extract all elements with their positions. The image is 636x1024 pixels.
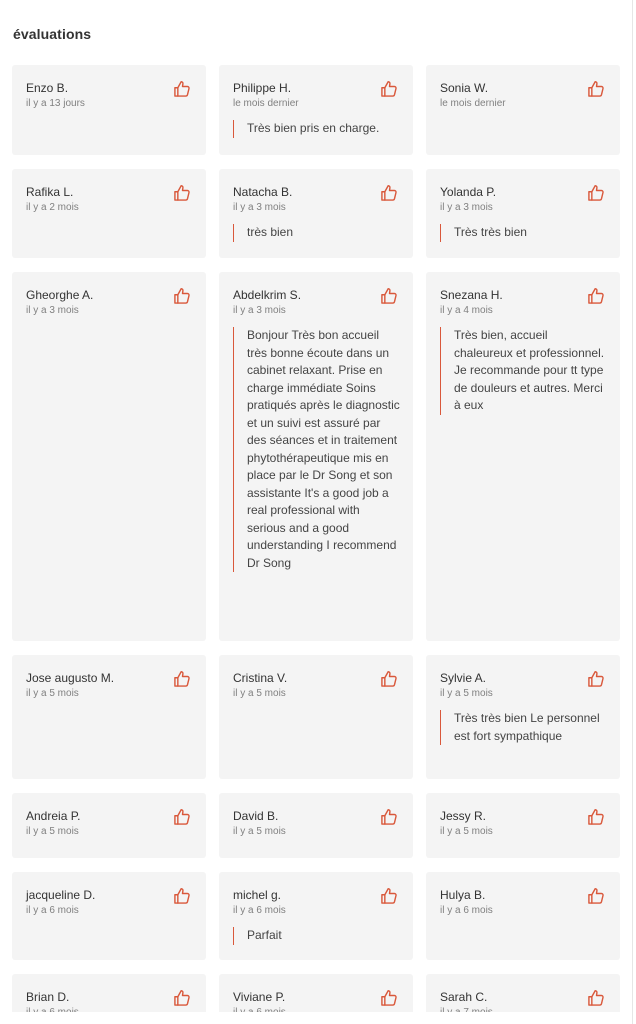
review-card [12,655,206,779]
reviewer-name: Viviane P. [233,990,286,1004]
review-date: il y a 6 mois [233,905,286,916]
thumbs-up-icon [379,183,399,203]
review-date: il y a 5 mois [233,688,286,699]
review-card [12,272,206,641]
review-date: le mois dernier [233,98,299,109]
thumbs-up-icon [379,988,399,1008]
reviewer-name: Hulya B. [440,888,486,902]
review-card [12,872,206,960]
thumbs-up-icon [172,286,192,306]
reviewer-name: David B. [233,809,279,823]
review-card [219,65,413,155]
thumbs-up-icon [172,183,192,203]
review-date: il y a 2 mois [26,202,79,213]
section-title: évaluations [13,26,92,42]
review-date: il y a 13 jours [26,98,85,109]
reviewer-name: Enzo B. [26,81,69,95]
review-date: il y a 5 mois [233,826,286,837]
reviewer-name: Jessy R. [440,809,487,823]
reviewer-name: Snezana H. [440,288,503,302]
review-card [12,169,206,258]
review-date: il y a 5 mois [26,688,79,699]
review-comment: Très bien pris en charge. [233,120,400,138]
review-card [426,272,620,641]
reviewer-name: Andreia P. [26,809,81,823]
thumbs-up-icon [172,988,192,1008]
review-date: il y a 5 mois [440,826,493,837]
thumbs-up-icon [379,807,399,827]
review-card [12,793,206,858]
review-card [426,655,620,779]
reviewer-name: jacqueline D. [26,888,96,902]
review-date: il y a 3 mois [26,305,79,316]
review-card [426,793,620,858]
reviewer-name: Brian D. [26,990,70,1004]
review-date: il y a 6 mois [26,905,79,916]
review-card [12,65,206,155]
review-comment: Bonjour Très bon accueil très bonne écoute dans un cabinet relaxant. Prise en charge immédiate Soins pratiqués après le diagnostic et un suivi est assuré par des séances et in traitement phytothérapeutique mis en place par le Dr Song et son assistante It's a good job a real professional with serious and a good understanding I recommend Dr Song [233,327,400,572]
review-comment: Très bien, accueil chaleureux et professionnel. Je recommande pour tt type de douleurs et autres. Merci à eux [440,327,607,415]
scrollbar[interactable] [632,0,636,1024]
review-date: il y a 5 mois [26,826,79,837]
review-date: il y a 5 mois [440,688,493,699]
thumbs-up-icon [586,79,606,99]
thumbs-up-icon [379,669,399,689]
reviewer-name: Gheorghe A. [26,288,94,302]
review-date: il y a 3 mois [233,305,286,316]
thumbs-up-icon [172,886,192,906]
thumbs-up-icon [379,286,399,306]
reviewer-name: Sylvie A. [440,671,487,685]
review-card [426,65,620,155]
reviewer-name: michel g. [233,888,282,902]
thumbs-up-icon [586,669,606,689]
thumbs-up-icon [172,807,192,827]
thumbs-up-icon [172,79,192,99]
review-card [219,272,413,641]
review-date: il y a 4 mois [440,305,493,316]
thumbs-up-icon [586,886,606,906]
thumbs-up-icon [586,286,606,306]
review-date: il y a 3 mois [233,202,286,213]
review-comment: Parfait [233,927,400,945]
review-card [426,872,620,960]
reviewer-name: Yolanda P. [440,185,497,199]
bottom-edge [0,1012,636,1024]
reviewer-name: Jose augusto M. [26,671,115,685]
review-card [219,793,413,858]
review-card [219,655,413,779]
thumbs-up-icon [379,886,399,906]
reviewer-name: Cristina V. [233,671,288,685]
reviewer-name: Sarah C. [440,990,488,1004]
review-date: le mois dernier [440,98,506,109]
reviewer-name: Rafika L. [26,185,74,199]
reviewer-name: Sonia W. [440,81,489,95]
thumbs-up-icon [586,988,606,1008]
review-card [219,872,413,960]
review-comment: Très très bien Le personnel est fort sympathique [440,710,607,745]
reviewer-name: Natacha B. [233,185,293,199]
review-card [219,169,413,258]
review-comment: Très très bien [440,224,607,242]
review-date: il y a 6 mois [440,905,493,916]
review-card [426,169,620,258]
review-date: il y a 3 mois [440,202,493,213]
reviews-grid [12,65,624,1024]
reviewer-name: Philippe H. [233,81,292,95]
thumbs-up-icon [586,807,606,827]
thumbs-up-icon [586,183,606,203]
thumbs-up-icon [379,79,399,99]
thumbs-up-icon [172,669,192,689]
reviewer-name: Abdelkrim S. [233,288,302,302]
review-comment: très bien [233,224,400,242]
